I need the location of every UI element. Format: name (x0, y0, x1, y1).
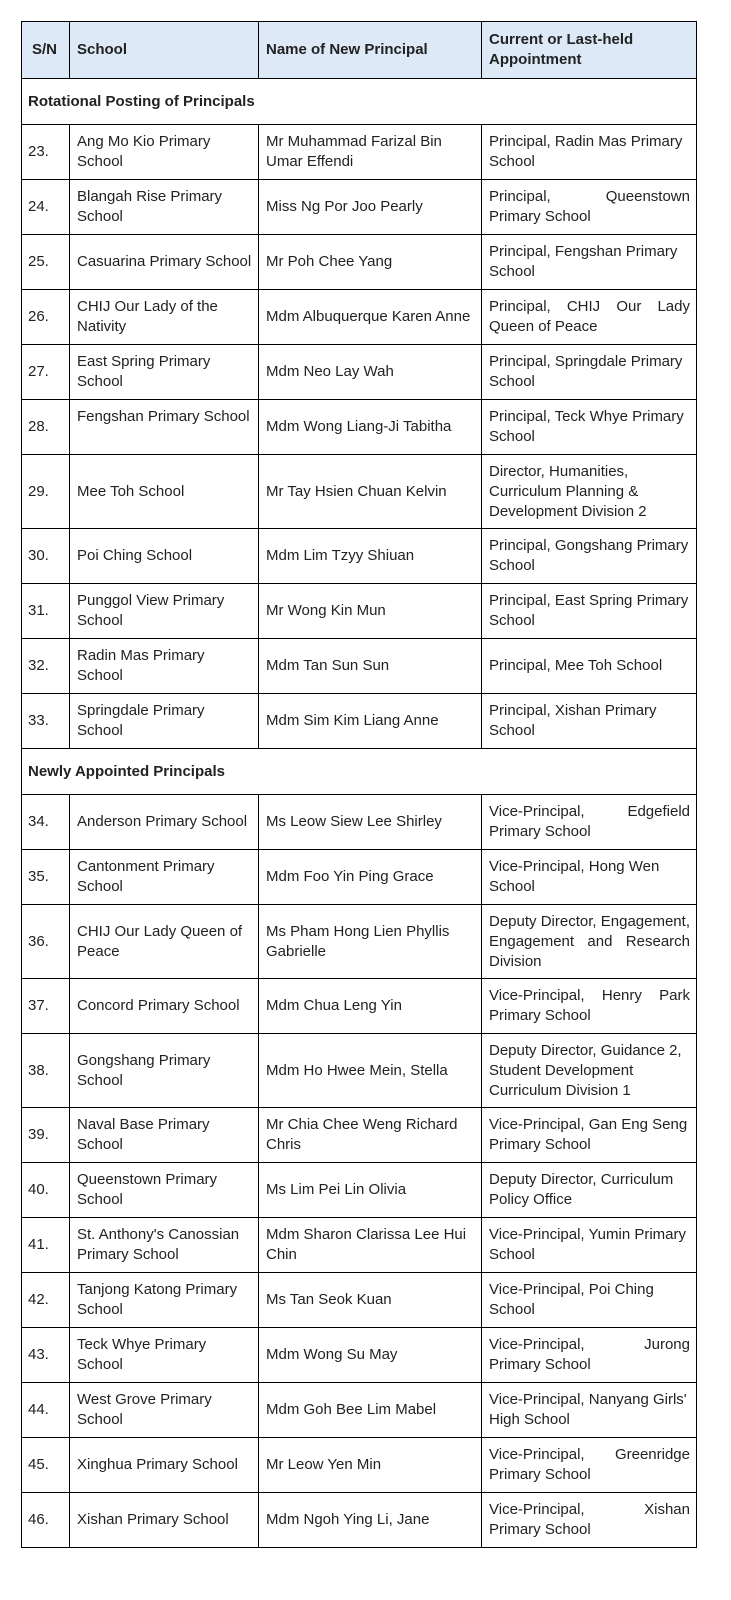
cell-appointment: Deputy Director, Engagement, Engagement and Research Division (482, 905, 697, 979)
cell-sn: 39. (22, 1108, 70, 1163)
cell-name: Miss Ng Por Joo Pearly (259, 180, 482, 235)
table-row (22, 979, 697, 1034)
cell-sn: 36. (22, 905, 70, 979)
cell-sn: 25. (22, 235, 70, 290)
header-sn: S/N (22, 22, 70, 79)
table-row (22, 1438, 697, 1493)
cell-sn: 31. (22, 584, 70, 639)
cell-sn: 27. (22, 345, 70, 400)
table-row (22, 795, 697, 850)
cell-school: Mee Toh School (70, 455, 259, 529)
cell-school: Punggol View Primary School (70, 584, 259, 639)
cell-name: Mdm Goh Bee Lim Mabel (259, 1383, 482, 1438)
table-row (22, 905, 697, 979)
cell-appointment: Vice-Principal, Greenridge Primary School (482, 1438, 697, 1493)
cell-name: Mr Tay Hsien Chuan Kelvin (259, 455, 482, 529)
cell-appointment: Vice-Principal, Gan Eng Seng Primary School (482, 1108, 697, 1163)
table-row (22, 455, 697, 529)
cell-school: Radin Mas Primary School (70, 639, 259, 694)
cell-sn: 43. (22, 1328, 70, 1383)
cell-name: Mdm Sharon Clarissa Lee Hui Chin (259, 1218, 482, 1273)
cell-sn: 42. (22, 1273, 70, 1328)
principals-table (21, 21, 697, 1548)
section-heading-row (22, 79, 697, 125)
cell-appointment: Vice-Principal, Poi Ching School (482, 1273, 697, 1328)
cell-school: Casuarina Primary School (70, 235, 259, 290)
cell-name: Mdm Ho Hwee Mein, Stella (259, 1034, 482, 1108)
table-row (22, 1383, 697, 1438)
table-row (22, 584, 697, 639)
cell-name: Mdm Chua Leng Yin (259, 979, 482, 1034)
cell-name: Ms Lim Pei Lin Olivia (259, 1163, 482, 1218)
cell-appointment: Principal, Springdale Primary School (482, 345, 697, 400)
cell-sn: 45. (22, 1438, 70, 1493)
cell-appointment: Director, Humanities, Curriculum Planning & Development Division 2 (482, 455, 697, 529)
cell-name: Mr Leow Yen Min (259, 1438, 482, 1493)
cell-sn: 24. (22, 180, 70, 235)
cell-sn: 26. (22, 290, 70, 345)
table-row (22, 1273, 697, 1328)
cell-sn: 30. (22, 529, 70, 584)
table-row (22, 400, 697, 455)
cell-name: Ms Leow Siew Lee Shirley (259, 795, 482, 850)
cell-school: St. Anthony's Canossian Primary School (70, 1218, 259, 1273)
cell-sn: 40. (22, 1163, 70, 1218)
cell-sn: 32. (22, 639, 70, 694)
cell-appointment: Principal, Radin Mas Primary School (482, 125, 697, 180)
table-row (22, 1034, 697, 1108)
cell-name: Mdm Tan Sun Sun (259, 639, 482, 694)
section-title: Rotational Posting of Principals (22, 79, 697, 125)
table-row (22, 529, 697, 584)
cell-appointment: Principal, East Spring Primary School (482, 584, 697, 639)
cell-appointment: Vice-Principal, Xishan Primary School (482, 1493, 697, 1548)
cell-appointment: Vice-Principal, Nanyang Girls' High School (482, 1383, 697, 1438)
table-row (22, 639, 697, 694)
header-school: School (70, 22, 259, 79)
cell-school: Blangah Rise Primary School (70, 180, 259, 235)
cell-appointment: Vice-Principal, Edgefield Primary School (482, 795, 697, 850)
cell-sn: 29. (22, 455, 70, 529)
table-row (22, 694, 697, 749)
cell-sn: 41. (22, 1218, 70, 1273)
cell-name: Mr Wong Kin Mun (259, 584, 482, 639)
cell-name: Mr Chia Chee Weng Richard Chris (259, 1108, 482, 1163)
cell-school: Cantonment Primary School (70, 850, 259, 905)
table-body (22, 79, 697, 1548)
cell-appointment: Principal, CHIJ Our Lady Queen of Peace (482, 290, 697, 345)
cell-name: Mdm Sim Kim Liang Anne (259, 694, 482, 749)
cell-appointment: Principal, Teck Whye Primary School (482, 400, 697, 455)
table-row (22, 235, 697, 290)
cell-appointment: Vice-Principal, Yumin Primary School (482, 1218, 697, 1273)
header-name: Name of New Principal (259, 22, 482, 79)
cell-name: Mdm Wong Liang-Ji Tabitha (259, 400, 482, 455)
cell-appointment: Vice-Principal, Henry Park Primary School (482, 979, 697, 1034)
section-title: Newly Appointed Principals (22, 749, 697, 795)
section-heading-row (22, 749, 697, 795)
cell-school: Springdale Primary School (70, 694, 259, 749)
table-row (22, 1108, 697, 1163)
table-row (22, 1493, 697, 1548)
cell-name: Ms Tan Seok Kuan (259, 1273, 482, 1328)
cell-sn: 44. (22, 1383, 70, 1438)
cell-sn: 37. (22, 979, 70, 1034)
table-row (22, 125, 697, 180)
cell-appointment: Principal, Xishan Primary School (482, 694, 697, 749)
cell-sn: 35. (22, 850, 70, 905)
cell-appointment: Deputy Director, Curriculum Policy Office (482, 1163, 697, 1218)
header-appointment: Current or Last-held Appointment (482, 22, 697, 79)
cell-sn: 23. (22, 125, 70, 180)
cell-school: Teck Whye Primary School (70, 1328, 259, 1383)
cell-appointment: Principal, Mee Toh School (482, 639, 697, 694)
cell-school: Anderson Primary School (70, 795, 259, 850)
cell-name: Mr Poh Chee Yang (259, 235, 482, 290)
cell-school: Xinghua Primary School (70, 1438, 259, 1493)
cell-name: Mr Muhammad Farizal Bin Umar Effendi (259, 125, 482, 180)
cell-name: Mdm Foo Yin Ping Grace (259, 850, 482, 905)
cell-sn: 46. (22, 1493, 70, 1548)
table-row (22, 290, 697, 345)
cell-appointment: Principal, Gongshang Primary School (482, 529, 697, 584)
table-row (22, 1328, 697, 1383)
table-row (22, 180, 697, 235)
cell-school: Naval Base Primary School (70, 1108, 259, 1163)
table-row (22, 850, 697, 905)
cell-name: Ms Pham Hong Lien Phyllis Gabrielle (259, 905, 482, 979)
header-row (22, 22, 697, 79)
cell-name: Mdm Ngoh Ying Li, Jane (259, 1493, 482, 1548)
table-row (22, 1218, 697, 1273)
cell-sn: 34. (22, 795, 70, 850)
table-row (22, 1163, 697, 1218)
cell-appointment: Vice-Principal, Hong Wen School (482, 850, 697, 905)
cell-appointment: Vice-Principal, Jurong Primary School (482, 1328, 697, 1383)
cell-school: Concord Primary School (70, 979, 259, 1034)
cell-school: Poi Ching School (70, 529, 259, 584)
cell-sn: 28. (22, 400, 70, 455)
cell-appointment: Principal, Queenstown Primary School (482, 180, 697, 235)
cell-school: East Spring Primary School (70, 345, 259, 400)
cell-school: West Grove Primary School (70, 1383, 259, 1438)
cell-sn: 33. (22, 694, 70, 749)
cell-name: Mdm Wong Su May (259, 1328, 482, 1383)
cell-appointment: Principal, Fengshan Primary School (482, 235, 697, 290)
cell-school: Gongshang Primary School (70, 1034, 259, 1108)
cell-school: Queenstown Primary School (70, 1163, 259, 1218)
cell-name: Mdm Neo Lay Wah (259, 345, 482, 400)
cell-school: CHIJ Our Lady of the Nativity (70, 290, 259, 345)
cell-name: Mdm Lim Tzyy Shiuan (259, 529, 482, 584)
cell-school: Ang Mo Kio Primary School (70, 125, 259, 180)
cell-sn: 38. (22, 1034, 70, 1108)
cell-school: CHIJ Our Lady Queen of Peace (70, 905, 259, 979)
cell-school: Tanjong Katong Primary School (70, 1273, 259, 1328)
table-row (22, 345, 697, 400)
cell-school: Xishan Primary School (70, 1493, 259, 1548)
cell-appointment: Deputy Director, Guidance 2, Student Development Curriculum Division 1 (482, 1034, 697, 1108)
cell-name: Mdm Albuquerque Karen Anne (259, 290, 482, 345)
cell-school: Fengshan Primary School (70, 400, 259, 455)
